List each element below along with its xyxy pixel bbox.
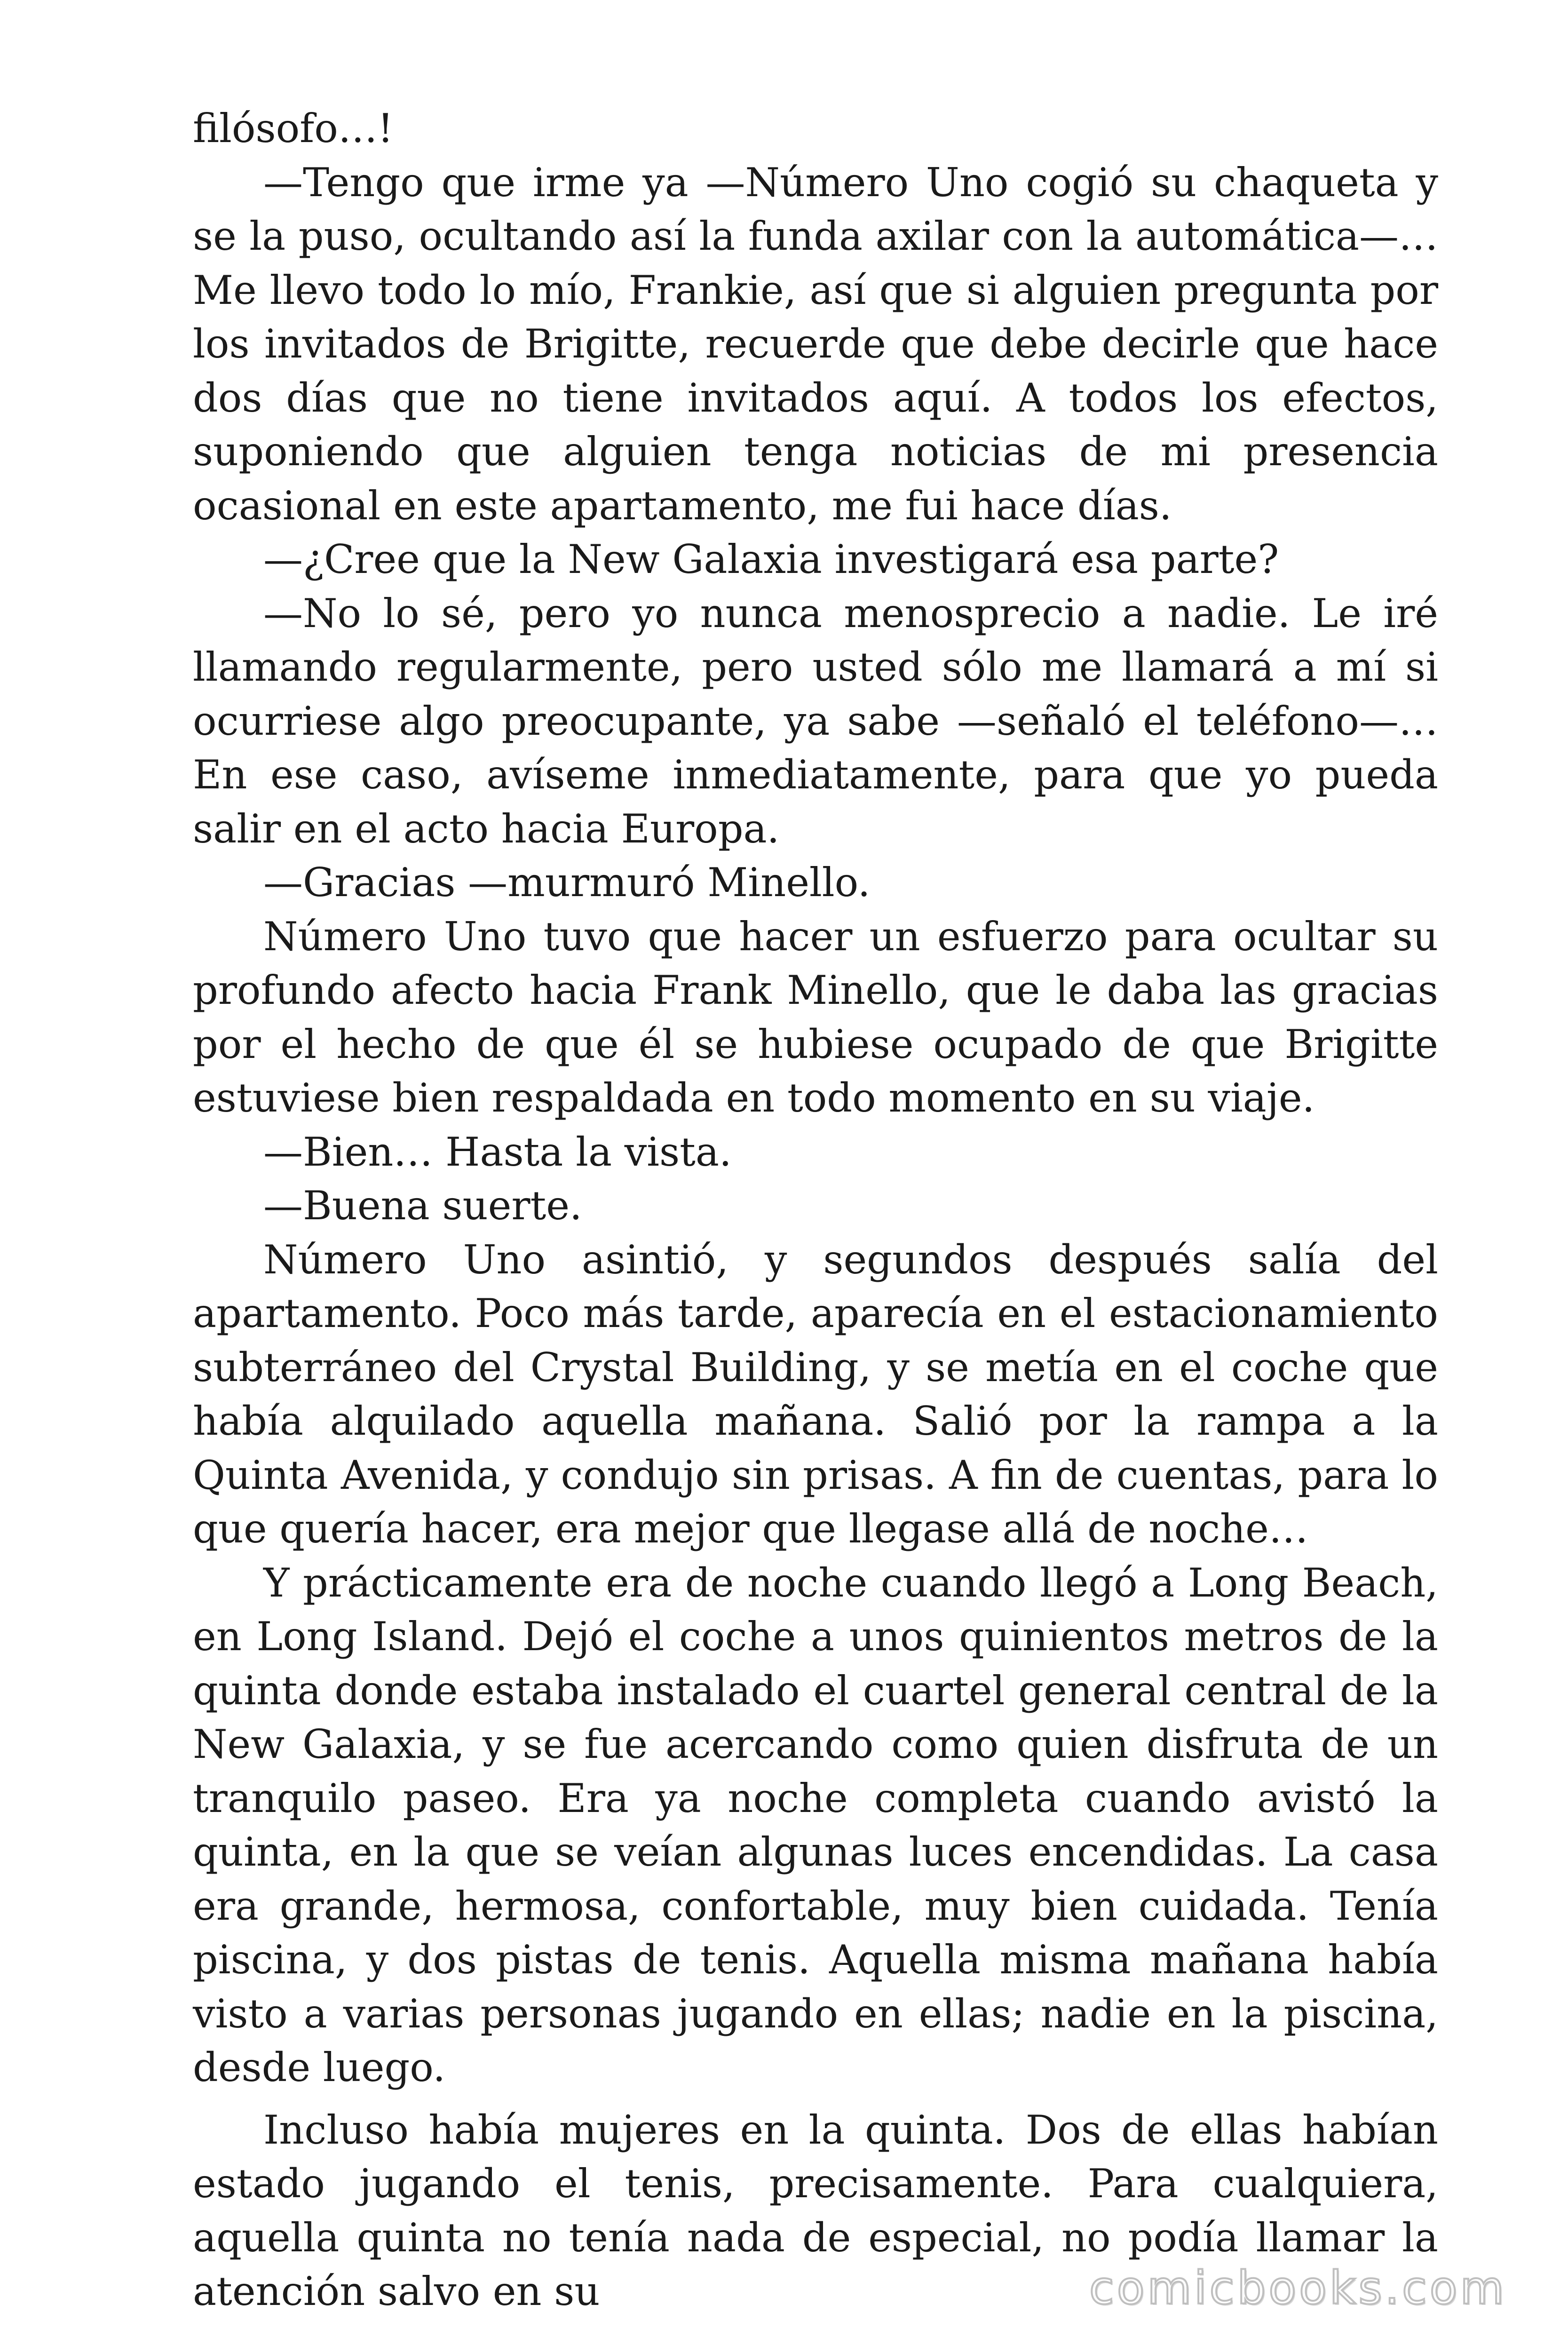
paragraph: —¿Cree que la New Galaxia investigará esa parte? — [263, 536, 1279, 582]
paragraph: —Bien… Hasta la vista. — [263, 1128, 732, 1175]
paragraph: Número Uno tuvo que hacer un esfuerzo para ocultar su profundo afecto hacia Frank Minello, que le daba las gracias por el hecho de que él se hubiese ocupado de que Brigitte estuviese bien respaldada en todo momento en su viaje. — [193, 913, 1438, 1121]
paragraph: Incluso había mujeres en la quinta. Dos de ellas habían estado jugando el tenis, precisamente. Para cualquiera, aquella quinta no tenía nada de especial, no podía llamar la atención salvo en su — [193, 2106, 1438, 2314]
paragraph: —Buena suerte. — [263, 1183, 582, 1229]
paragraph: —Gracias —murmuró Minello. — [263, 859, 871, 906]
paragraph-continuation: filósofo…! — [193, 105, 394, 151]
watermark-text: comicbooks.com — [1089, 2262, 1507, 2314]
paragraph: —Tengo que irme ya —Número Uno cogió su chaqueta y se la puso, ocultando así la funda axilar con la automática—… Me llevo todo lo mío, Frankie, así que si alguien pregunta por los invitados de Brigitte, recuerde que debe decirle que hace dos días que no tiene invitados aquí. A todos los efectos, suponiendo que alguien tenga noticias de mi presencia ocasional en este apartamento, me fui hace días. — [193, 159, 1438, 529]
paragraph: Número Uno asintió, y segundos después salía del apartamento. Poco más tarde, aparecía en el estacionamiento subterráneo del Crystal Building, y se metía en el coche que había alquilado aquella mañana. Salió por la rampa a la Quinta Avenida, y condujo sin prisas. A fin de cuentas, para lo que quería hacer, era mejor que llegase allá de noche… — [193, 1236, 1438, 1552]
paragraph: Y prácticamente era de noche cuando llegó a Long Beach, en Long Island. Dejó el coche a unos quinientos metros de la quinta donde estaba instalado el cuartel general central de la New Galaxia, y se fue acercando como quien disfruta de un tranquilo paseo. Era ya noche completa cuando avistó la quinta, en la que se veían algunas luces encendidas. La casa era grande, hermosa, confortable, muy bien cuidada. Tenía piscina, y dos pistas de tenis. Aquella misma mañana había visto a varias personas jugando en ellas; nadie en la piscina, desde luego. — [193, 1559, 1438, 2090]
paragraph: —No lo sé, pero yo nunca menosprecio a nadie. Le iré llamando regularmente, pero usted sólo me llamará a mí si ocurriese algo preocupante, ya sabe —señaló el teléfono—… En ese caso, avíseme inmediatamente, para que yo pueda salir en el acto hacia Europa. — [193, 590, 1438, 852]
body-text — [193, 102, 1438, 2319]
